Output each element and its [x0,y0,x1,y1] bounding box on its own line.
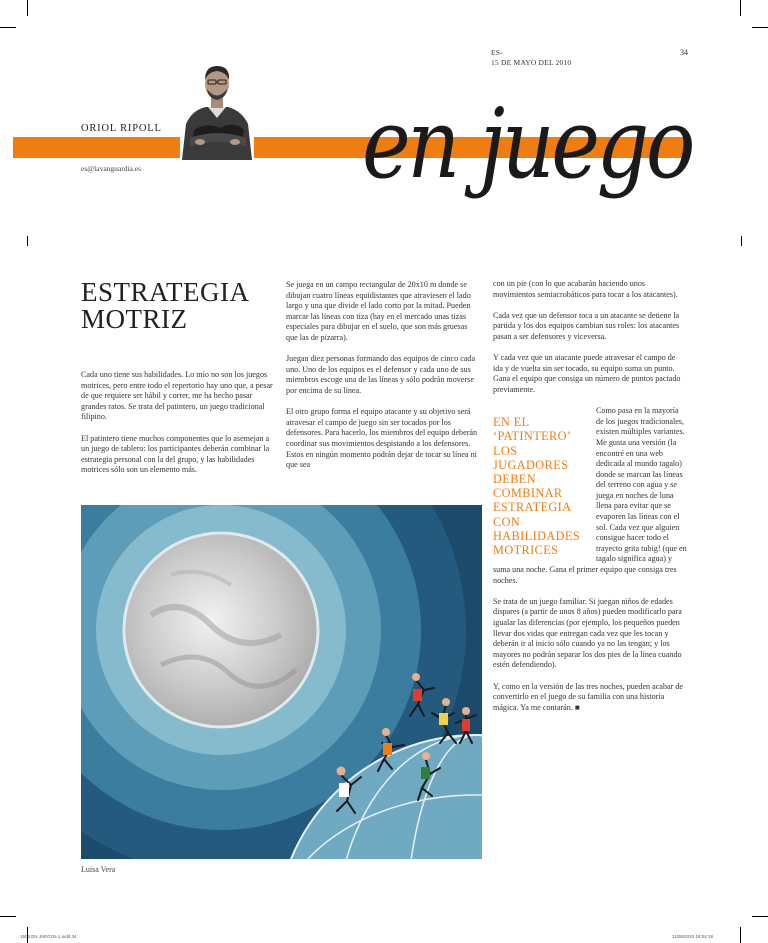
author-email[interactable]: es@lavanguardia.es [81,164,142,173]
illustration-credit: Luisa Vera [81,865,116,874]
paragraph: Cada vez que un defensor toca a un atacante se detiene la partida y los dos equipos cambian sus roles: los atacantes pasan a ser defensores y viceversa. [493,310,680,341]
paragraph: Se juega en un campo rectangular de 20x10 m donde se dibujan cuatro líneas equidistantes que atraviesen el lado largo y una que divide el lado corto por la mitad. Pueden marcar las líneas con tiza (hay en el mercado unas tizas especiales para dibujar en el suelo, que son más gruesas que las de pizarra). [286,280,471,342]
pull-quote: EN EL ‘PATINTERO’ LOS JUGADORES DEBEN COMBINAR ESTRATEGIA CON HABILIDADES MOTRICES [493,415,581,557]
edition-prefix: ES- [491,48,503,57]
article-headline: ESTRATEGIA MOTRIZ [81,277,248,334]
author-photo [180,58,254,160]
paragraph: El patintero tiene muchos componentes que lo asemejan a un juego de tablero: los participantes deberán combinar la estrategia personal con la del grupo, y las habilidades motrices sólo son un elemento más. [81,433,270,475]
section-logo [362,62,692,222]
print-timestamp: 11/05/2010 18:04:19 [672,934,713,939]
paragraph: Cada uno tiene sus habilidades. Lo mío no son los juegos motrices, pero entre todo el repertorio hay uno que, a pesar de que requiere ser hábil y correr, me ha hecho pasar grandes ratos. Se trata del patintero, un juego tradicional filipino. [81,370,273,422]
paragraph: Y cada vez que un atacante puede atravesar el campo de ida y de vuelta sin ser tocado, su equipo suma un punto. Gana el equipo que consiga un número de puntos pactado previamente. [493,353,681,394]
paragraph: Y, como en la versión de las tres noches, pueden acabar de convertirlo en el juego de su familia con una historia mágica. Ya me contarán. ■ [493,681,684,712]
body-column-3 [493,279,687,724]
paragraph: Juegan diez personas formando dos equipos de cinco cada uno. Uno de los equipos es el defensor y cada uno de sus miembros escoge una de las líneas y sólo podrán moverse por encima de su línea. [286,354,476,395]
author-name: ORIOL RIPOLL [81,123,162,134]
page-number: 34 [680,48,688,57]
article-illustration [81,505,482,859]
body-column-1 [81,370,275,487]
paragraph: Como pasa en la mayoría de los juegos tradicionales, existen múltiples variantes. Me gusta una versión (la encontré en una web dedicada al mundo tagalo) donde se marcan las líneas del terreno con agua y se juega en noches de luna llena para evitar que se evaporen las líneas con el sol. Cada vez que alguien consigue hacer todo el trayecto grita tubig! (que en tagalo significa agua) y suma una noche. Gana el primer equipo que consiga tres noches. [493,406,687,585]
section-logo-text: en juego [362,88,693,200]
publication-date: 15 DE MAYO DEL 2010 [491,58,572,67]
paragraph: El otro grupo forma el equipo atacante y su objetivo será atravesar el campo de juego sin ser tocados por los defensores. Para hacerlo, los miembros del equipo deberán coordinar sus movimientos despistando a los defensores. Estos en ningún momento podrán dejar de tocar su línea ni que sea [286,407,478,470]
print-slug: 1505 EN JUEGOs-1.indd 34 [20,934,77,939]
body-column-2 [286,280,478,481]
paragraph: con un pie (con lo que acabarán haciendo unos movimientos semiacrobáticos para tocar a los atacantes). [493,279,678,299]
paragraph: Se trata de un juego familiar. Si juegan niños de edades dispares (a partir de unos 8 años) pueden modificarlo para igualar las diferencias (por ejemplo, los pequeños pueden llevar dos vidas que entregan cada vez que les tocan y deberán ir al inicio sólo cuando ya no las tengan; y los mayores no podrán separar los dos pies de la línea cuando estén defendiendo). [493,596,682,670]
